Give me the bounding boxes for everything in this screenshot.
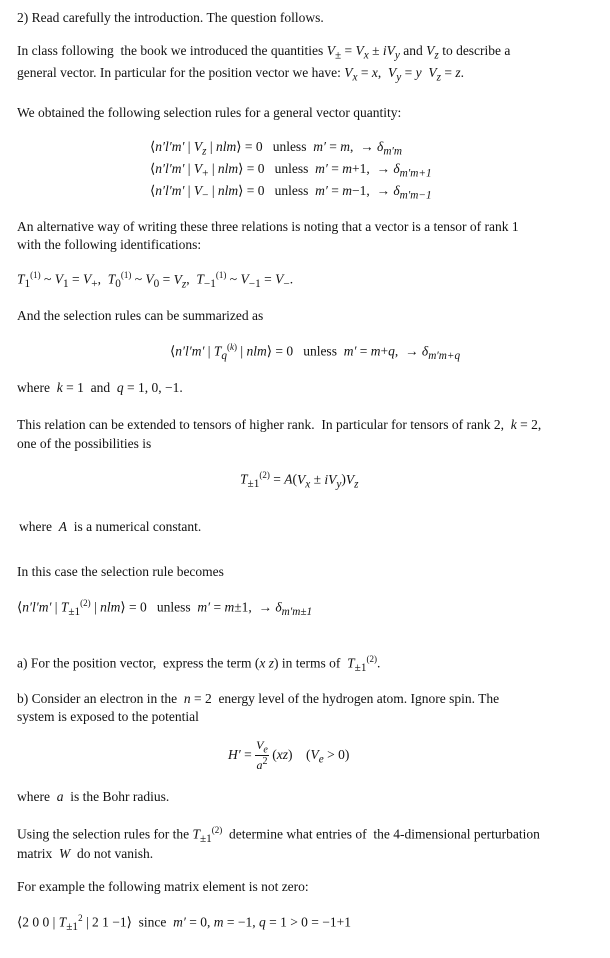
selection-rule-z: ⟨n′l′m′ | $V_z$ | nlm⟩ = 0 unless m′ = m, → $\delta_{m'm}$ <box>150 139 403 158</box>
selection-rule-plus: ⟨n′l′m′ | $V_+$ | nlm⟩ = 0 unless m′ = m+1, → $\delta_{m'm+1}$ <box>150 161 432 180</box>
where-k-q: where k = 1 and q = 1, 0, −1. <box>17 380 183 395</box>
using-line-1: Using the selection rules for the $T_{\pm 1}^{(2)}$ determine what entries of the 4-dimensional perturbation <box>17 825 540 846</box>
part-a: a) For the position vector, express the term (x z) in terms of $T_{\pm 1}^{(2)}$. <box>17 654 381 675</box>
alternative-line-2: with the following identifications: <box>17 237 202 252</box>
rules-intro: We obtained the following selection rules for a general vector quantity: <box>17 105 402 120</box>
general-selection-rule: ⟨n′l′m′ | $T_q^{(k)}$ | nlm⟩ = 0 unless m′ = m+q, → $\delta_{m'm+q}$ <box>170 342 461 363</box>
rank2-tensor-equation: $T_{\pm 1}^{(2)} = A(V_x \pm iV_y)V_z$ <box>240 470 359 491</box>
extension-line-2: one of the possibilities is <box>17 436 152 451</box>
where-a: where a is the Bohr radius. <box>17 789 170 804</box>
where-A: where A is a numerical constant. <box>19 519 202 534</box>
example-matrix-element: ⟨2 0 0 | $T_{\pm 1}^2$ | 2 1 −1⟩ since m′ = 0, m = −1, q = 1 > 0 = −1+1 <box>17 913 352 934</box>
selection-rule-minus: ⟨n′l′m′ | $V_-$ | nlm⟩ = 0 unless m′ = m−1, → $\delta_{m'm-1}$ <box>150 183 432 202</box>
question-heading: 2) Read carefully the introduction. The question follows. <box>17 10 324 25</box>
intro-line-1: In class following the book we introduced the quantities $V_\pm = V_x \pm iV_y$ and $V_z$ to describe a <box>17 43 511 62</box>
rank2-selection-rule: ⟨n′l′m′ | $T_{\pm 1}^{(2)}$ | nlm⟩ = 0 unless m′ = m±1, → $\delta_{m'm\pm 1}$ <box>17 598 313 619</box>
alternative-line-1: An alternative way of writing these three relations is noting that a vector is a tensor of rank 1 <box>17 219 519 234</box>
tensor-identifications: $T_1^{(1)}$ ~ $V_1 = V_+$, $T_0^{(1)}$ ~ $V_0 = V_z$, $T_{-1}^{(1)}$ ~ $V_{-1} = V_-$. <box>17 270 294 291</box>
using-line-2: matrix W do not vanish. <box>17 846 154 861</box>
part-b-line-1: b) Consider an electron in the n = 2 energy level of the hydrogen atom. Ignore spin. The <box>17 691 500 706</box>
extension-line-1: This relation can be extended to tensors of higher rank. In particular for tensors of rank 2, k = 2, <box>17 417 542 432</box>
intro-line-2: general vector. In particular for the position vector we have: $V_x = x$, $V_y = y$ $V_z = z$. <box>17 65 465 84</box>
in-this-case: In this case the selection rule becomes <box>17 564 224 579</box>
part-b-line-2: system is exposed to the potential <box>17 709 199 724</box>
perturbation-potential: H′ = $\frac{V_e}{a^2}$ (xz) $(V_e > 0)$ <box>228 738 350 773</box>
summarized-text: And the selection rules can be summarized as <box>17 308 264 323</box>
example-text: For example the following matrix element is not zero: <box>17 879 309 894</box>
